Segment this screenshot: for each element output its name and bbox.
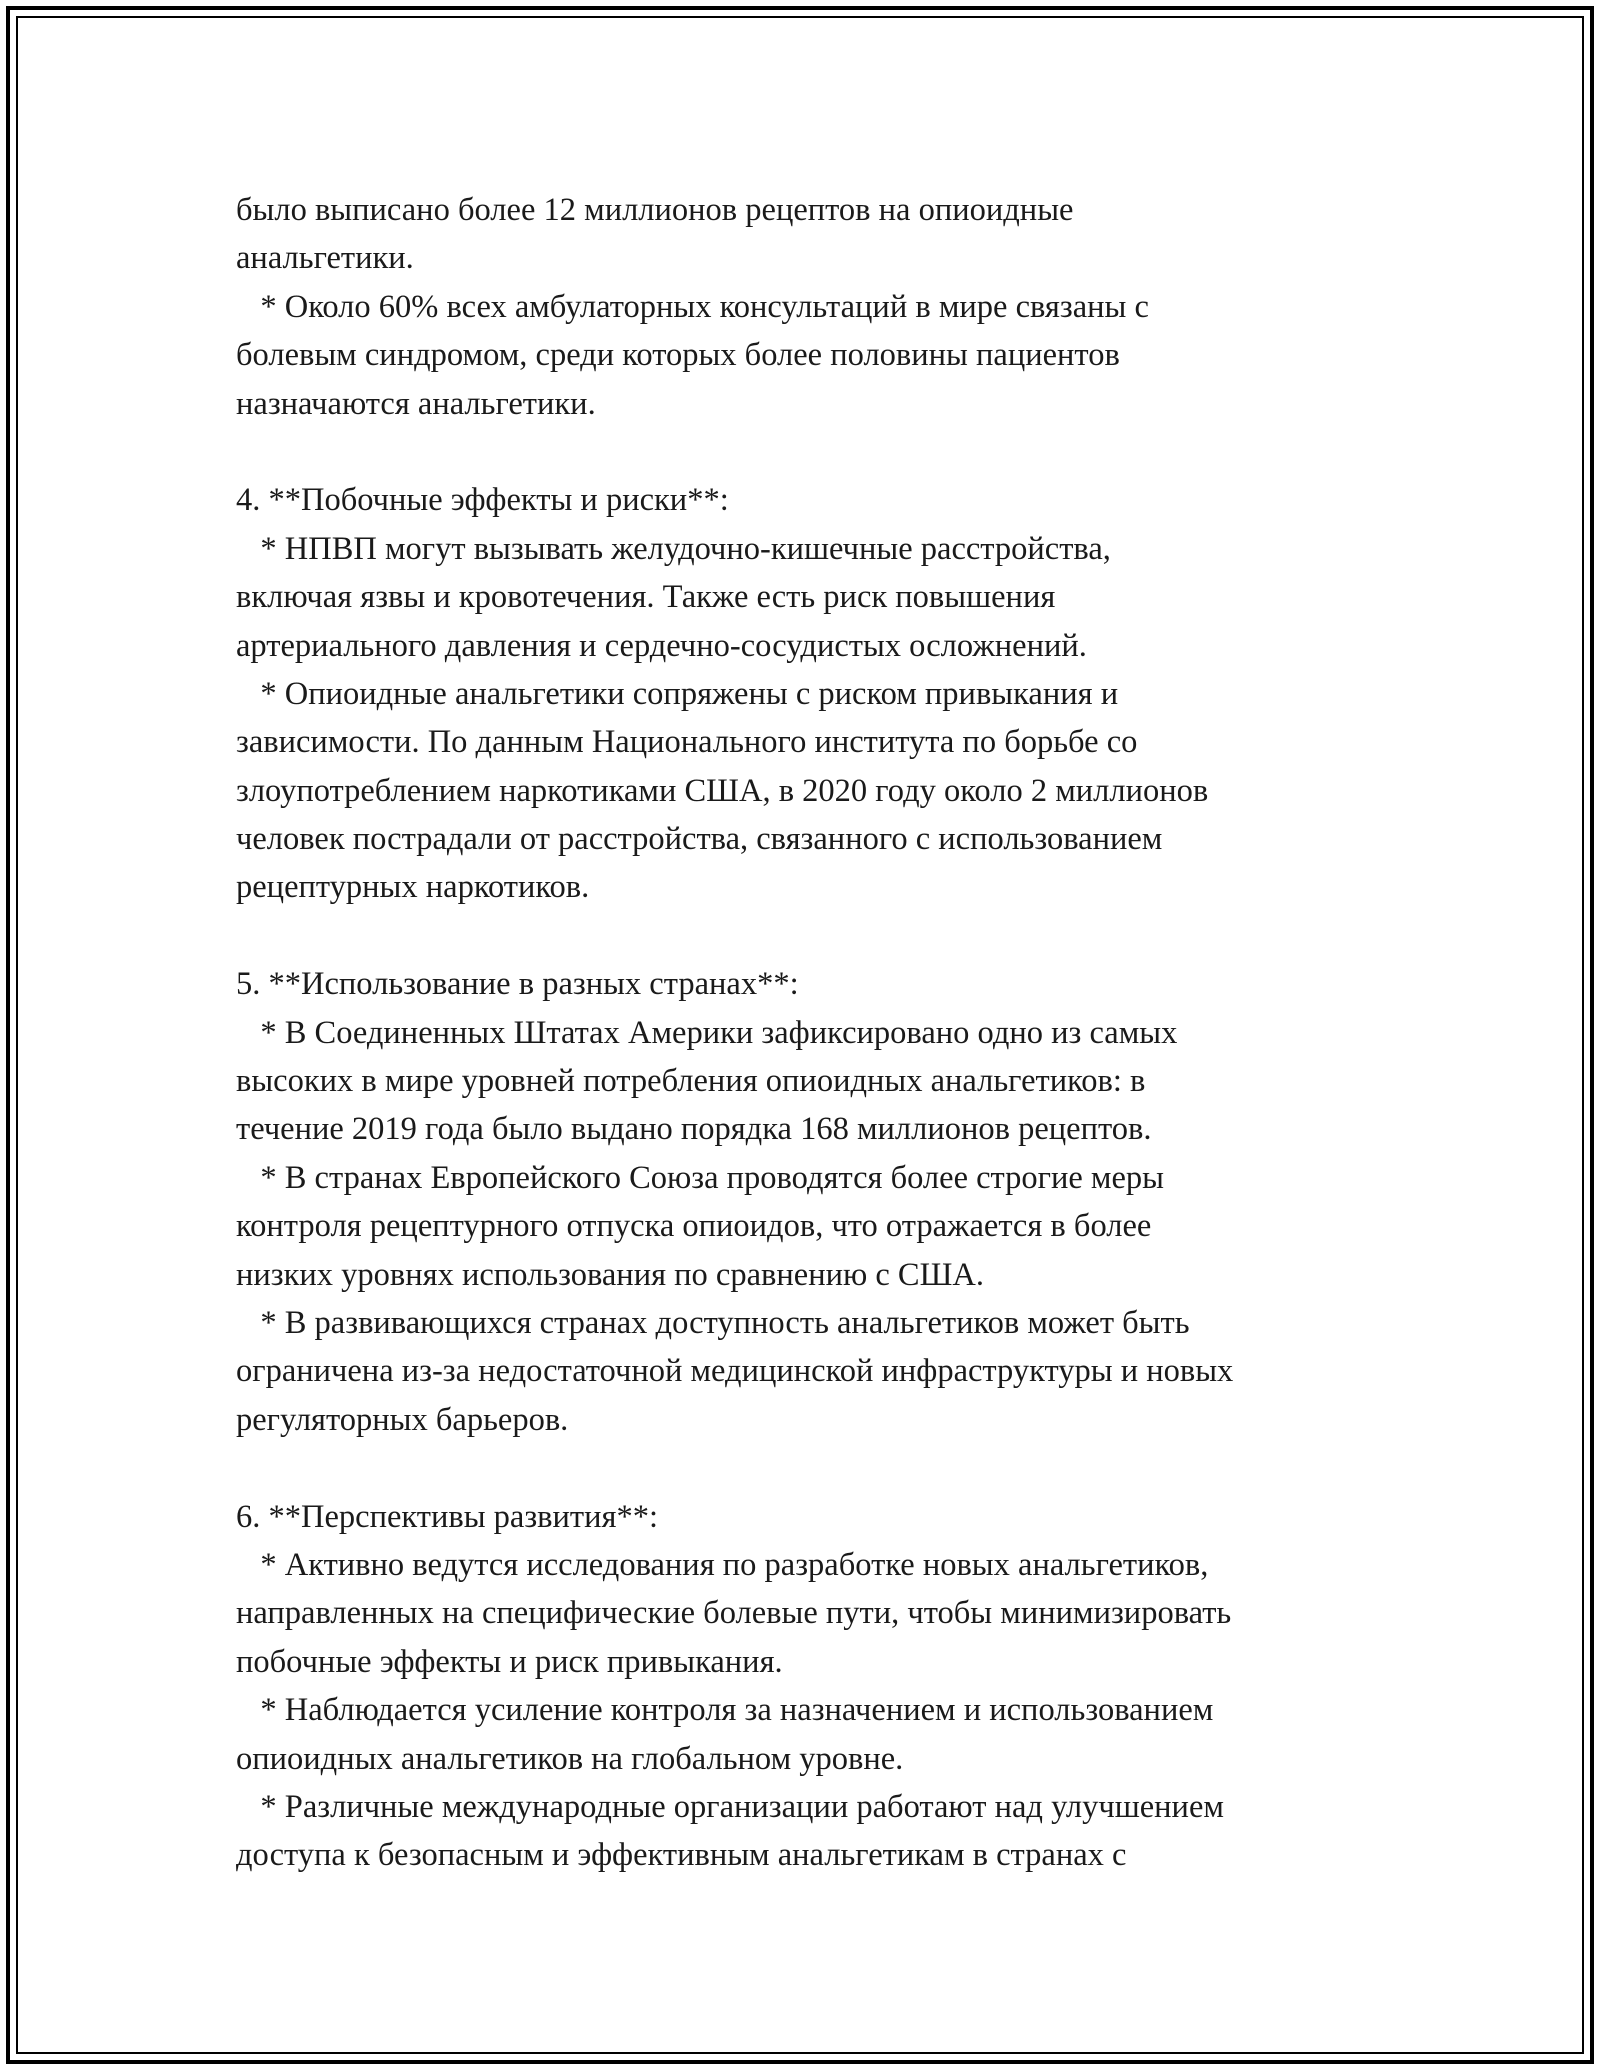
text-line: доступа к безопасным и эффективным анальгетикам в странах с (236, 1837, 1127, 1874)
text-line: включая язвы и кровотечения. Также есть риск повышения (236, 579, 1056, 616)
bullet-line: * Опиоидные анальгетики сопряжены с риском привыкания и (236, 675, 1119, 712)
blank-line (236, 1444, 1416, 1492)
section-heading: 5. **Использование в разных странах**: (236, 966, 799, 1003)
bullet-line: * НПВП могут вызывать желудочно-кишечные расстройства, (236, 530, 1111, 567)
text-line: было выписано более 12 миллионов рецептов на опиоидные (236, 192, 1074, 228)
bullet-line: * В странах Европейского Союза проводятся более строгие меры (236, 1159, 1164, 1196)
section-heading: 4. **Побочные эффекты и риски**: (236, 482, 729, 519)
text-line: назначаются анальгетики. (236, 385, 596, 422)
text-line: артериального давления и сердечно-сосудистых осложнений. (236, 627, 1087, 664)
text-line: течение 2019 года было выдано порядка 168 миллионов рецептов. (236, 1111, 1152, 1148)
text-line: ограничена из-за недостаточной медицинской инфраструктуры и новых (236, 1353, 1234, 1390)
text-line: злоупотреблением наркотиками США, в 2020 году около 2 миллионов (236, 772, 1209, 809)
text-line: анальгетики. (236, 240, 414, 277)
text-line: рецептурных наркотиков. (236, 869, 590, 906)
bullet-line: * Наблюдается усиление контроля за назначением и использованием (236, 1692, 1214, 1729)
bullet-line: * Активно ведутся исследования по разработке новых анальгетиков, (236, 1546, 1209, 1583)
blank-line (236, 428, 1416, 476)
text-line: низких уровнях использования по сравнению с США. (236, 1256, 984, 1293)
bullet-line: * В развивающихся странах доступность анальгетиков может быть (236, 1304, 1190, 1341)
text-line: болевым синдромом, среди которых более половины пациентов (236, 337, 1120, 374)
text-line: человек пострадали от расстройства, связанного с использованием (236, 821, 1163, 858)
text-line: зависимости. По данным Национального института по борьбе со (236, 724, 1138, 761)
bullet-line: * Различные международные организации работают над улучшением (236, 1788, 1224, 1825)
blank-line (236, 912, 1416, 960)
bullet-line: * В Соединенных Штатах Америки зафиксировано одно из самых (236, 1014, 1178, 1051)
text-line: регуляторных барьеров. (236, 1401, 569, 1438)
section-heading: 6. **Перспективы развития**: (236, 1498, 658, 1535)
text-line: высоких в мире уровней потребления опиоидных анальгетиков: в (236, 1063, 1146, 1100)
document-body (236, 186, 1416, 1880)
text-line: направленных на специфические болевые пути, чтобы минимизировать (236, 1595, 1232, 1632)
bullet-line: * Около 60% всех амбулаторных консультаций в мире связаны с (236, 288, 1149, 325)
text-line: опиоидных анальгетиков на глобальном уровне. (236, 1740, 904, 1777)
text-line: побочные эффекты и риск привыкания. (236, 1643, 783, 1680)
text-line: контроля рецептурного отпуска опиоидов, что отражается в более (236, 1208, 1152, 1245)
